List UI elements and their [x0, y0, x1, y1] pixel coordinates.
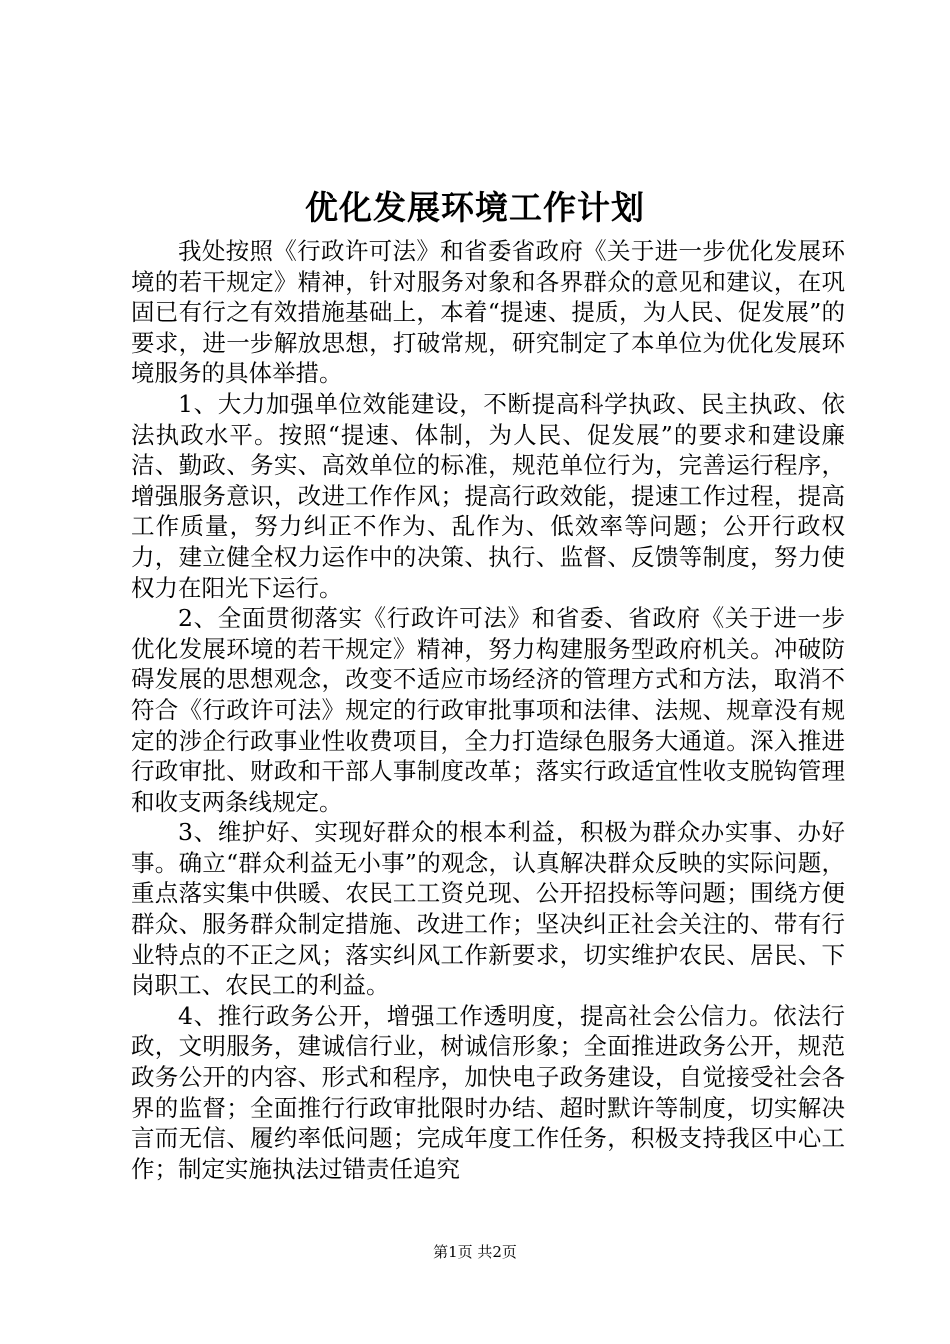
item-2-paragraph: 2、全面贯彻落实《行政许可法》和省委、省政府《关于进一步优化发展环境的若干规定》精神，努力构建服务型政府机关。冲破防碍发展的思想观念，改变不适应市场经济的管理方式和方法，取消不符合《行政许可法》规定的行政审批事项和法律、法规、规章没有规定的涉企行政事业性收费项目，全力打造绿色服务大通道。深入推进行政审批、财政和干部人事制度改革；落实行政适宜性收支脱钩管理和收支两条线规定。 — [131, 604, 845, 816]
document-body — [131, 236, 845, 1184]
item-4-paragraph: 4、推行政务公开，增强工作透明度，提高社会公信力。依法行政，文明服务，建诚信行业，树诚信形象；全面推进政务公开，规范政务公开的内容、形式和程序，加快电子政务建设，自觉接受社会各界的监督；全面推行行政审批限时办结、超时默许等制度，切实解决言而无信、履约率低问题；完成年度工作任务，积极支持我区中心工作；制定实施执法过错责任追究 — [131, 1001, 845, 1183]
document-title: 优化发展环境工作计划 — [305, 188, 645, 227]
item-3-paragraph: 3、维护好、实现好群众的根本利益，积极为群众办实事、办好事。确立“群众利益无小事”的观念，认真解决群众反映的实际问题，重点落实集中供暖、农民工工资兑现、公开招投标等问题；围绕方便群众、服务群众制定措施、改进工作；坚决纠正社会关注的、带有行业特点的不正之风；落实纠风工作新要求，切实维护农民、居民、下岗职工、农民工的利益。 — [131, 818, 845, 1000]
intro-paragraph: 我处按照《行政许可法》和省委省政府《关于进一步优化发展环境的若干规定》精神，针对服务对象和各界群众的意见和建议，在巩固已有行之有效措施基础上，本着“提速、提质，为人民、促发展”的要求，进一步解放思想，打破常规，研究制定了本单位为优化发展环境服务的具体举措。 — [131, 237, 845, 388]
page-footer: 第1页 共2页 — [433, 1243, 517, 1261]
item-1-paragraph: 1、大力加强单位效能建设，不断提高科学执政、民主执政、依法执政水平。按照“提速、体制，为人民、促发展”的要求和建设廉洁、勤政、务实、高效单位的标准，规范单位行为，完善运行程序，增强服务意识，改进工作作风；提高行政效能，提速工作过程，提高工作质量，努力纠正不作为、乱作为、低效率等问题；公开行政权力，建立健全权力运作中的决策、执行、监督、反馈等制度，努力使权力在阳光下运行。 — [131, 389, 845, 602]
